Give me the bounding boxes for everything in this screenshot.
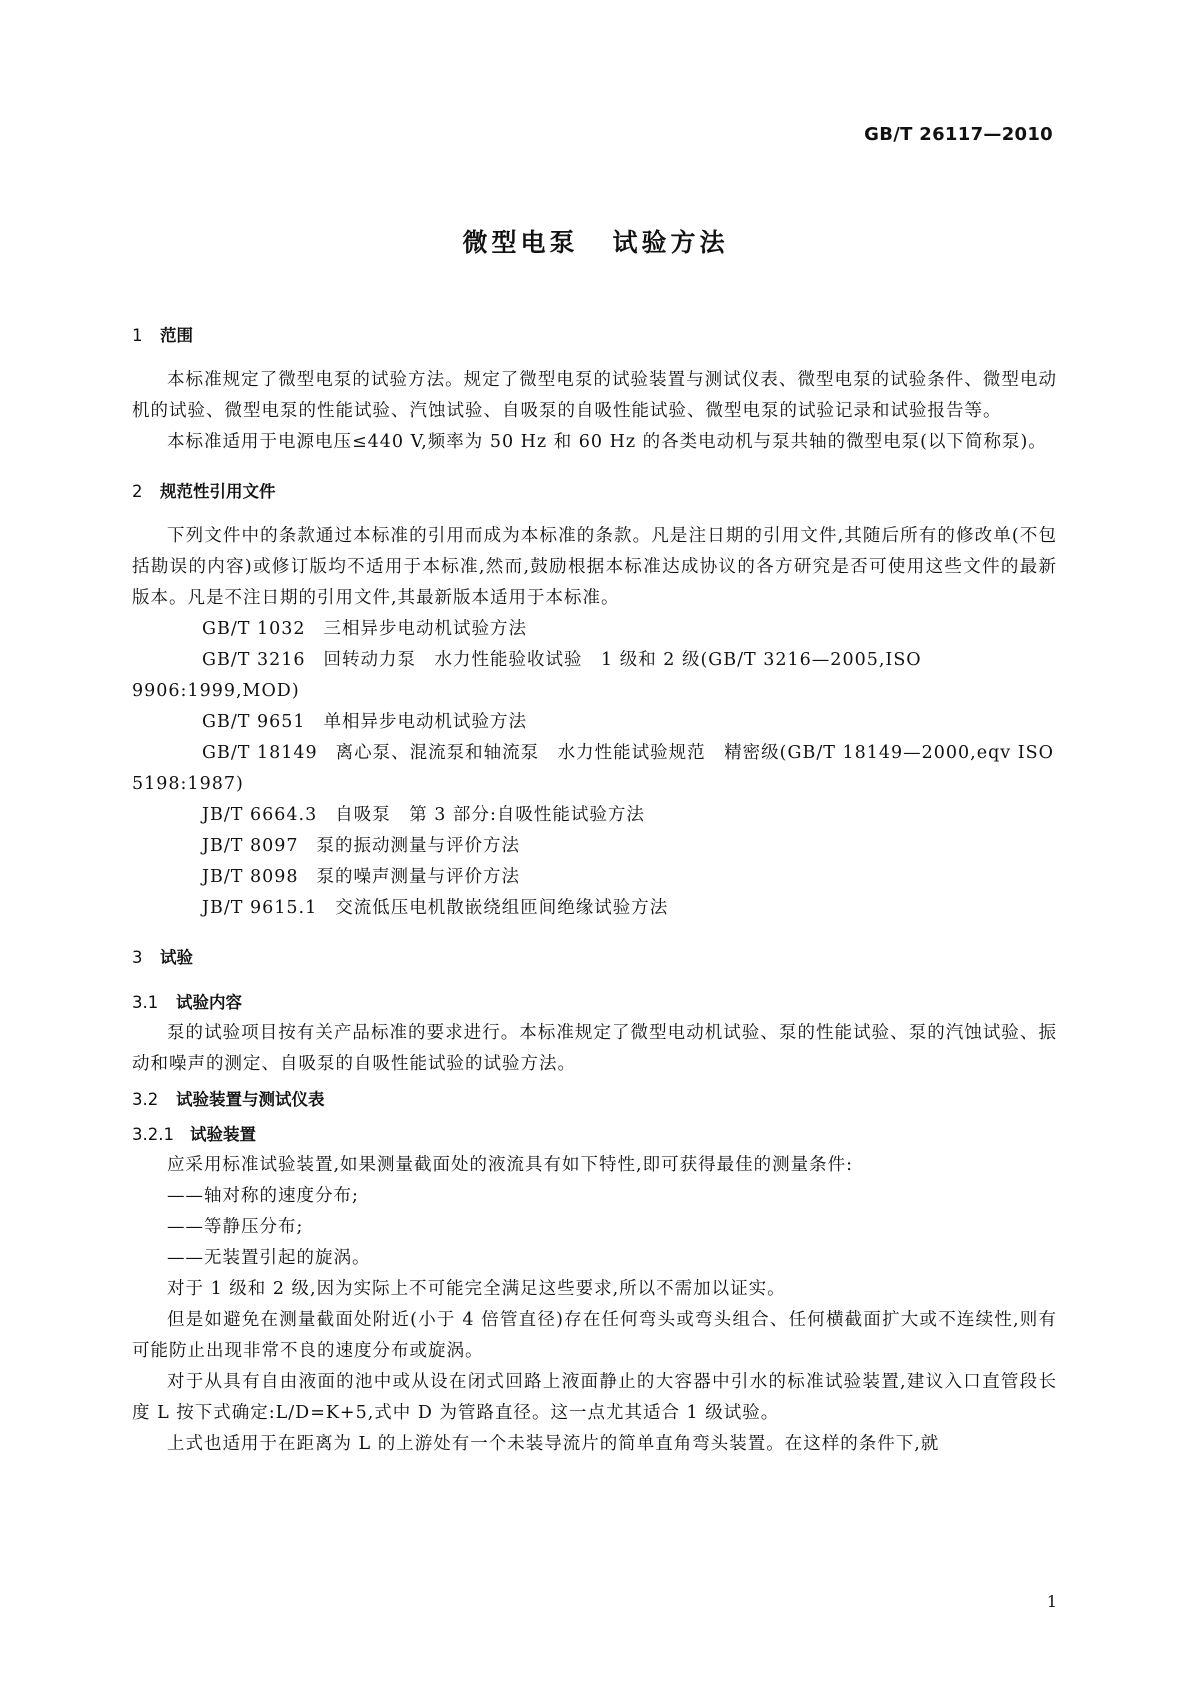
reference-item (132, 707, 1057, 738)
section-3-2-heading (132, 1084, 1057, 1115)
paragraph: 本标准规定了微型电泵的试验方法。规定了微型电泵的试验装置与测试仪表、微型电泵的试验条件、微型电动机的试验、微型电泵的性能试验、汽蚀试验、自吸泵的自吸性能试验、微型电泵的试验记录和试验报告等。 (132, 370, 1057, 421)
reference-code: JB/T 6664.3 (202, 805, 318, 825)
reference-title: 交流低压电机散嵌绕组匝间绝缘试验方法 (335, 898, 669, 918)
reference-code: GB/T 18149 (202, 743, 318, 763)
section-title: 试验 (160, 948, 193, 967)
reference-code: JB/T 8098 (202, 867, 299, 887)
document-title (0, 223, 1191, 259)
paragraph: 但是如避免在测量截面处附近(小于 4 倍管直径)存在任何弯头或弯头组合、任何横截面扩大或不连续性,则有可能防止出现非常不良的速度分布或旋涡。 (132, 1310, 1057, 1361)
section-number: 3.2.1 (132, 1125, 174, 1144)
paragraph: 泵的试验项目按有关产品标准的要求进行。本标准规定了微型电动机试验、泵的性能试验、泵的汽蚀试验、振动和噪声的测定、自吸泵的自吸性能试验的试验方法。 (132, 1023, 1057, 1074)
paragraph: 下列文件中的条款通过本标准的引用而成为本标准的条款。凡是注日期的引用文件,其随后所有的修改单(不包括勘误的内容)或修订版均不适用于本标准,然而,鼓励根据本标准达成协议的各方研究是否可使用这些文件的最新版本。凡是不注日期的引用文件,其最新版本适用于本标准。 (132, 526, 1057, 608)
paragraph: 对于从具有自由液面的池中或从设在闭式回路上液面静止的大容器中引水的标准试验装置,建议入口直管段长度 L 按下式确定:L/D=K+5,式中 D 为管路直径。这一点尤其适合 1 级试验。 (132, 1372, 1057, 1423)
section-1-heading (132, 320, 1057, 351)
reference-title: 单相异步电动机试验方法 (323, 712, 528, 732)
document-body (132, 320, 1057, 1460)
reference-title: 自吸泵 第 3 部分:自吸性能试验方法 (335, 805, 645, 825)
reference-code: GB/T 1032 (202, 619, 306, 639)
section-2-heading (132, 476, 1057, 507)
reference-code: GB/T 3216 (202, 650, 306, 670)
title-part-1: 微型电泵 (462, 228, 579, 257)
paragraph: 对于 1 级和 2 级,因为实际上不可能完全满足这些要求,所以不需加以证实。 (167, 1279, 786, 1299)
paragraph: 本标准适用于电源电压≤440 V,频率为 50 Hz 和 60 Hz 的各类电动机与泵共轴的微型电泵(以下简称泵)。 (167, 432, 1047, 452)
list-item: ——轴对称的速度分布; (167, 1186, 359, 1206)
section-3-1-heading (132, 987, 1057, 1018)
reference-item (132, 800, 1057, 831)
list-item: ——等静压分布; (167, 1217, 304, 1237)
reference-item (132, 862, 1057, 893)
reference-item (132, 614, 1057, 645)
reference-code: GB/T 9651 (202, 712, 306, 732)
section-3-heading (132, 942, 1057, 973)
section-title: 试验装置 (190, 1125, 256, 1144)
reference-code: JB/T 9615.1 (202, 898, 318, 918)
section-number: 3.2 (132, 1090, 159, 1109)
paragraph: 应采用标准试验装置,如果测量截面处的液流具有如下特性,即可获得最佳的测量条件: (167, 1155, 854, 1175)
section-title: 试验装置与测试仪表 (176, 1090, 325, 1109)
reference-title: 回转动力泵 水力性能验收试验 1 级和 2 级(GB/T 3216—2005,ISO 9906:1999,MOD) (132, 650, 922, 701)
section-number: 3.1 (132, 993, 159, 1012)
page-number: 1 (1046, 1592, 1057, 1611)
reference-title: 离心泵、混流泵和轴流泵 水力性能试验规范 精密级(GB/T 18149—2000,eqv ISO 5198:1987) (132, 743, 1054, 794)
section-number: 1 (132, 326, 143, 345)
reference-code: JB/T 8097 (202, 836, 299, 856)
section-number: 2 (132, 482, 143, 501)
list-item: ——无装置引起的旋涡。 (167, 1248, 371, 1268)
paragraph: 上式也适用于在距离为 L 的上游处有一个未装导流片的简单直角弯头装置。在这样的条件下,就 (167, 1434, 940, 1454)
standard-code: GB/T 26117—2010 (864, 124, 1053, 145)
section-title: 规范性引用文件 (160, 482, 276, 501)
section-title: 范围 (160, 326, 193, 345)
section-3-2-1-heading (132, 1119, 1057, 1150)
reference-title: 泵的噪声测量与评价方法 (316, 867, 521, 887)
reference-item (132, 831, 1057, 862)
reference-title: 三相异步电动机试验方法 (323, 619, 528, 639)
reference-item (132, 645, 1057, 707)
section-title: 试验内容 (176, 993, 242, 1012)
section-number: 3 (132, 948, 143, 967)
reference-title: 泵的振动测量与评价方法 (316, 836, 521, 856)
reference-item (132, 738, 1057, 800)
title-part-2: 试验方法 (612, 228, 729, 257)
reference-item (132, 893, 1057, 924)
